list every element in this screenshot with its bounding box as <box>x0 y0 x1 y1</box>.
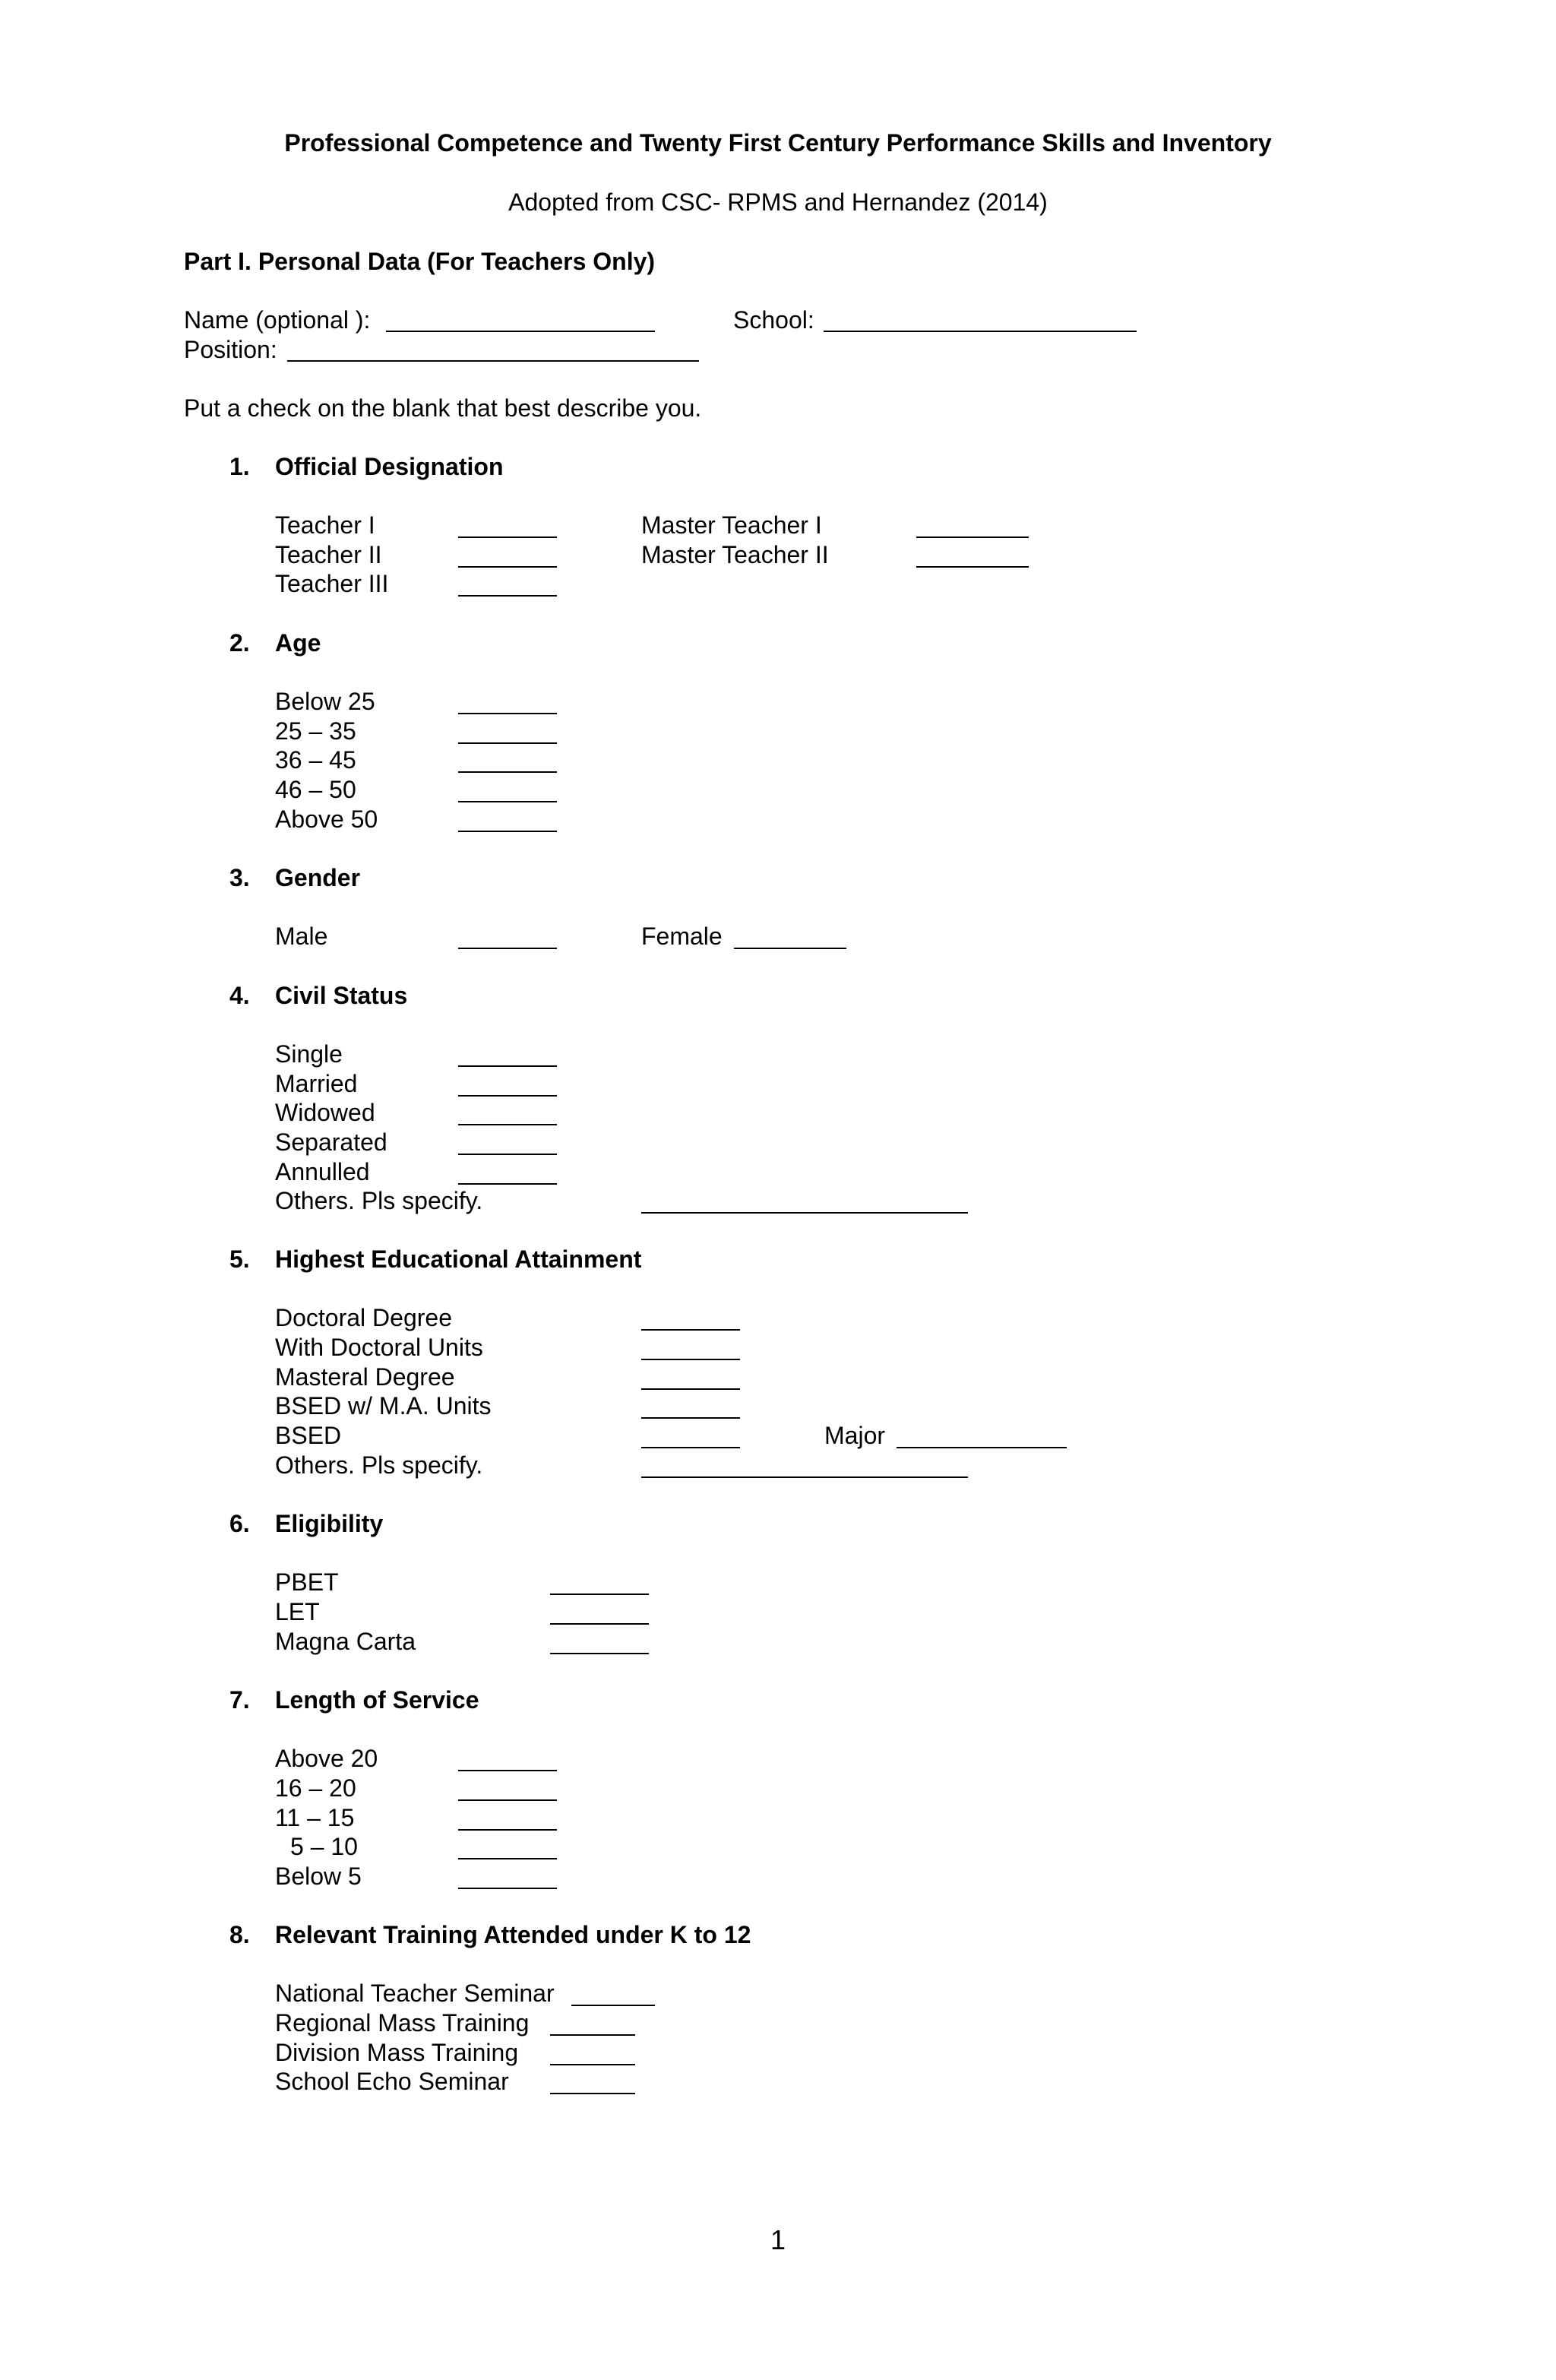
list-item: BSED w/ M.A. Units <box>275 1392 492 1419</box>
list-item: Magna Carta <box>275 1628 416 1655</box>
check-blank[interactable] <box>458 1799 557 1801</box>
position-label: Position: <box>184 336 277 363</box>
list-item: Below 5 <box>275 1863 362 1890</box>
check-blank[interactable] <box>458 801 557 802</box>
list-item: Masteral Degree <box>275 1363 455 1391</box>
check-blank[interactable] <box>550 2093 635 2094</box>
list-item: 11 – 15 <box>275 1804 355 1831</box>
list-item: Male <box>275 923 328 950</box>
section-1-number: 1. <box>229 453 250 480</box>
list-item: Above 20 <box>275 1745 378 1772</box>
section-8-number: 8. <box>229 1921 250 1948</box>
section-6-number: 6. <box>229 1510 250 1537</box>
check-blank[interactable] <box>458 536 557 538</box>
list-item: School Echo Seminar <box>275 2068 509 2095</box>
list-item: 36 – 45 <box>275 746 356 774</box>
check-blank[interactable] <box>458 1770 557 1771</box>
list-item: 46 – 50 <box>275 776 356 803</box>
check-blank[interactable] <box>458 1183 557 1185</box>
list-item: Master Teacher II <box>641 541 829 568</box>
check-blank[interactable] <box>458 1124 557 1125</box>
document-subtitle: Adopted from CSC- RPMS and Hernandez (2014) <box>508 188 1048 216</box>
list-item: Separated <box>275 1128 387 1156</box>
check-blank[interactable] <box>458 742 557 744</box>
list-item: 16 – 20 <box>275 1774 356 1802</box>
check-blank[interactable] <box>458 595 557 597</box>
section-7-title: Length of Service <box>275 1686 479 1714</box>
check-blank[interactable] <box>641 1417 740 1419</box>
list-item: Doctoral Degree <box>275 1304 452 1331</box>
section-1-title: Official Designation <box>275 453 504 480</box>
section-8-title: Relevant Training Attended under K to 12 <box>275 1921 751 1948</box>
page-number: 1 <box>770 2224 786 2255</box>
check-blank[interactable] <box>458 1858 557 1859</box>
specify-blank[interactable] <box>641 1212 968 1214</box>
list-item: Teacher I <box>275 511 375 539</box>
check-blank[interactable] <box>458 948 557 949</box>
check-blank[interactable] <box>571 2005 655 2006</box>
list-item: Widowed <box>275 1099 375 1126</box>
check-blank[interactable] <box>641 1388 740 1390</box>
check-blank[interactable] <box>916 536 1029 538</box>
section-5-number: 5. <box>229 1245 250 1273</box>
section-2-title: Age <box>275 629 321 657</box>
check-blank[interactable] <box>458 1065 557 1067</box>
list-item: With Doctoral Units <box>275 1334 483 1361</box>
list-item: Annulled <box>275 1158 370 1185</box>
check-blank[interactable] <box>550 1653 649 1654</box>
part-heading: Part I. Personal Data (For Teachers Only) <box>184 248 656 275</box>
school-blank[interactable] <box>824 331 1137 332</box>
check-blank[interactable] <box>550 1623 649 1625</box>
major-blank[interactable] <box>897 1447 1067 1448</box>
specify-blank[interactable] <box>641 1476 968 1478</box>
list-item: Others. Pls specify. <box>275 1187 483 1214</box>
check-blank[interactable] <box>550 2064 635 2065</box>
check-blank[interactable] <box>458 1154 557 1155</box>
section-4-title: Civil Status <box>275 982 408 1009</box>
list-item: Below 25 <box>275 688 375 715</box>
section-3-title: Gender <box>275 864 361 891</box>
list-item: Married <box>275 1070 358 1097</box>
list-item: BSED <box>275 1422 342 1449</box>
check-blank[interactable] <box>458 771 557 773</box>
list-item: Division Mass Training <box>275 2039 519 2066</box>
check-blank[interactable] <box>641 1447 740 1448</box>
list-item: Teacher II <box>275 541 382 568</box>
section-2-number: 2. <box>229 629 250 657</box>
document-title: Professional Competence and Twenty First Century Performance Skills and Inventory <box>284 129 1272 157</box>
check-blank[interactable] <box>916 566 1029 568</box>
check-blank[interactable] <box>550 1594 649 1595</box>
list-item: National Teacher Seminar <box>275 1980 555 2007</box>
check-blank[interactable] <box>734 948 846 949</box>
list-item: Master Teacher I <box>641 511 822 539</box>
position-blank[interactable] <box>287 360 699 362</box>
list-item: Teacher III <box>275 570 389 597</box>
section-6-title: Eligibility <box>275 1510 384 1537</box>
check-blank[interactable] <box>458 1888 557 1889</box>
section-5-title: Highest Educational Attainment <box>275 1245 642 1273</box>
check-blank[interactable] <box>458 1829 557 1831</box>
list-item: 5 – 10 <box>290 1833 358 1860</box>
major-label: Major <box>824 1422 886 1449</box>
check-blank[interactable] <box>550 2034 635 2036</box>
list-item: Regional Mass Training <box>275 2009 530 2037</box>
check-blank[interactable] <box>458 566 557 568</box>
instruction-text: Put a check on the blank that best describe you. <box>184 394 702 422</box>
section-4-number: 4. <box>229 982 250 1009</box>
check-blank[interactable] <box>458 713 557 714</box>
name-blank[interactable] <box>386 331 655 332</box>
list-item: Above 50 <box>275 805 378 833</box>
list-item: LET <box>275 1598 320 1625</box>
section-7-number: 7. <box>229 1686 250 1714</box>
list-item: 25 – 35 <box>275 717 356 745</box>
list-item: Female <box>641 923 723 950</box>
check-blank[interactable] <box>458 1095 557 1097</box>
check-blank[interactable] <box>641 1359 740 1360</box>
list-item: Single <box>275 1040 343 1068</box>
name-label: Name (optional ): <box>184 306 371 334</box>
list-item: Others. Pls specify. <box>275 1451 483 1479</box>
section-3-number: 3. <box>229 864 250 891</box>
check-blank[interactable] <box>641 1329 740 1331</box>
school-label: School: <box>733 306 814 334</box>
list-item: PBET <box>275 1568 339 1596</box>
check-blank[interactable] <box>458 831 557 832</box>
